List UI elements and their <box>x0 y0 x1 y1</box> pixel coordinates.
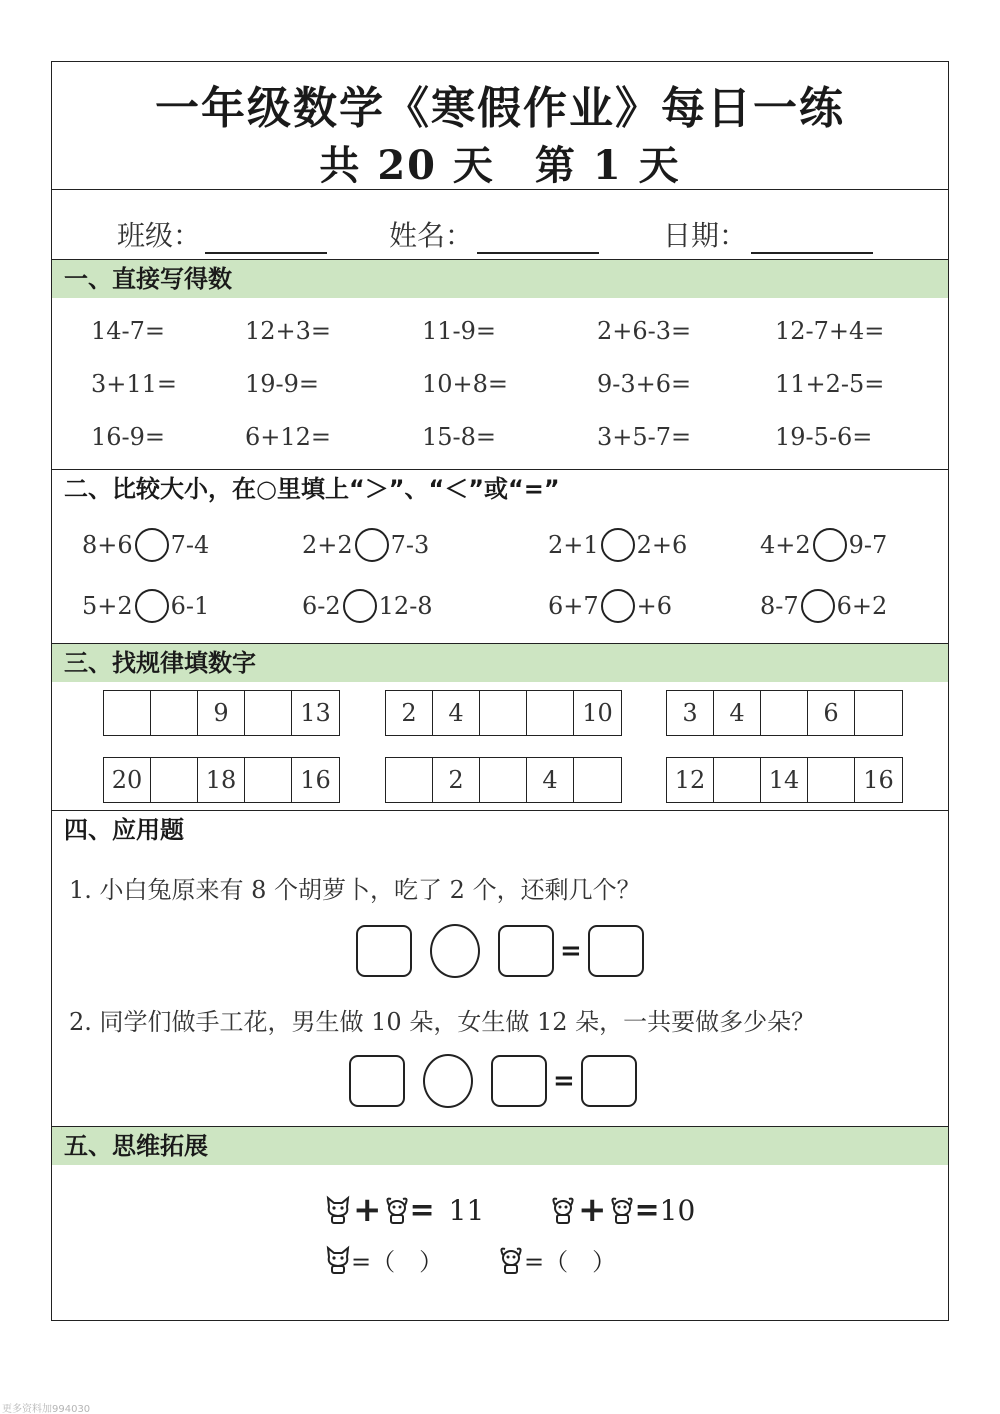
word-problem-1: 1. 小白兔原来有 8 个胡萝卜，吃了 2 个，还剩几个？ <box>69 876 641 904</box>
sequence-number: 16 <box>300 766 331 794</box>
operator-circle[interactable] <box>430 924 480 978</box>
equals-sign: = <box>553 1066 575 1096</box>
comparison-right: 6-1 <box>170 592 210 620</box>
comparison-item <box>548 528 687 562</box>
name-blank[interactable] <box>477 226 599 254</box>
arithmetic-item: 3+5-7= <box>597 423 692 451</box>
dog-icon <box>550 1195 576 1225</box>
answer-box[interactable] <box>491 1055 547 1107</box>
sequence-number: 4 <box>714 691 761 735</box>
dog-icon <box>498 1245 524 1275</box>
sequence-blank[interactable] <box>480 758 527 802</box>
puzzle-result-2: 10 <box>659 1193 696 1227</box>
sequence-blank[interactable] <box>151 691 198 735</box>
number-sequence <box>666 690 903 736</box>
sequence-blank[interactable] <box>855 691 902 735</box>
arithmetic-item: 9-3+6= <box>597 370 692 398</box>
arithmetic-item: 11-9= <box>422 317 497 345</box>
answer-box[interactable] <box>498 925 554 977</box>
equals-sign: = <box>634 1192 660 1228</box>
total-days: 共 20 天 <box>319 142 495 189</box>
sequence-blank[interactable] <box>386 758 433 802</box>
sequence-blank[interactable] <box>104 691 151 735</box>
comparison-left: 6+7 <box>548 592 599 620</box>
compare-circle[interactable] <box>601 528 635 562</box>
result-box[interactable] <box>581 1055 637 1107</box>
equals-sign: = <box>560 936 582 966</box>
answer-equation-2 <box>349 1054 637 1108</box>
sequence-number: 9 <box>198 691 245 735</box>
class-field <box>117 214 327 254</box>
comparison-right: 7-3 <box>390 531 430 559</box>
comparison-left: 5+2 <box>82 592 133 620</box>
sequence-number: 18 <box>198 758 245 802</box>
comparison-item <box>82 589 209 623</box>
equals-sign: = <box>409 1192 435 1228</box>
worksheet <box>51 61 949 1321</box>
comparison-item <box>760 528 887 562</box>
sequence-blank[interactable] <box>714 758 761 802</box>
date-field <box>663 214 873 254</box>
cat-icon <box>325 1245 351 1275</box>
word-problem-2: 2. 同学们做手工花，男生做 10 朵，女生做 12 朵，一共要做多少朵？ <box>69 1008 816 1036</box>
sequence-blank[interactable] <box>151 758 198 802</box>
number-sequence <box>385 757 622 803</box>
comparison-left: 2+1 <box>548 531 599 559</box>
cat-icon <box>325 1195 351 1225</box>
comparison-left: 6-2 <box>302 592 341 620</box>
result-box[interactable] <box>588 925 644 977</box>
comparison-item <box>302 528 429 562</box>
section-5-header: 五、思维拓展 <box>52 1127 948 1165</box>
number-sequence <box>666 757 903 803</box>
page-subtitle <box>52 134 948 191</box>
arithmetic-item: 3+11= <box>91 370 178 398</box>
sequence-blank[interactable] <box>574 758 621 802</box>
sequence-number: 2 <box>386 691 433 735</box>
class-blank[interactable] <box>205 226 327 254</box>
sequence-number: 2 <box>433 758 480 802</box>
title-block <box>52 62 948 190</box>
name-field <box>389 214 599 254</box>
arithmetic-item: 16-9= <box>91 423 166 451</box>
answer-box[interactable] <box>349 1055 405 1107</box>
comparison-right: 12-8 <box>378 592 433 620</box>
plus-sign: + <box>578 1190 607 1230</box>
arithmetic-item: 12+3= <box>245 317 332 345</box>
answer-box[interactable] <box>356 925 412 977</box>
comparison-right: 2+6 <box>636 531 688 559</box>
page-title: 一年级数学《寒假作业》每日一练 <box>155 83 845 134</box>
number-sequence <box>385 690 622 736</box>
arithmetic-item: 11+2-5= <box>775 370 885 398</box>
section-3-header: 三、找规律填数字 <box>52 644 948 682</box>
dog-icon <box>384 1195 410 1225</box>
arithmetic-item: 12-7+4= <box>775 317 885 345</box>
class-label: 班级： <box>117 219 202 252</box>
dog-icon <box>609 1195 635 1225</box>
plus-sign: + <box>353 1190 382 1230</box>
compare-circle[interactable] <box>343 589 377 623</box>
comparison-right: +6 <box>636 592 673 620</box>
arithmetic-item: 14-7= <box>91 317 166 345</box>
compare-circle[interactable] <box>601 589 635 623</box>
comparison-left: 8+6 <box>82 531 133 559</box>
sequence-number: 6 <box>808 691 855 735</box>
puzzle-answer-1 <box>325 1242 443 1277</box>
puzzle-equation-1 <box>325 1190 484 1230</box>
section-2-header: 二、比较大小，在○里填上“＞”、“＜”或“=” <box>64 475 560 503</box>
sequence-blank[interactable] <box>245 691 292 735</box>
sequence-number: 4 <box>527 758 574 802</box>
number-sequence <box>103 757 340 803</box>
comparison-left: 2+2 <box>302 531 353 559</box>
compare-circle[interactable] <box>801 589 835 623</box>
sequence-blank[interactable] <box>245 758 292 802</box>
cat-answer-blank[interactable]: =（ ） <box>351 1248 444 1276</box>
comparison-item <box>302 589 433 623</box>
arithmetic-item: 2+6-3= <box>597 317 692 345</box>
compare-circle[interactable] <box>355 528 389 562</box>
comparison-right: 7-4 <box>170 531 210 559</box>
watermark: 更多资料加994030 <box>2 1404 91 1414</box>
operator-circle[interactable] <box>423 1054 473 1108</box>
sequence-number: 10 <box>582 699 613 727</box>
sequence-number: 3 <box>667 691 714 735</box>
sequence-number: 12 <box>667 758 714 802</box>
sequence-number: 4 <box>433 691 480 735</box>
compare-circle[interactable] <box>813 528 847 562</box>
dog-answer-blank[interactable]: =（ ） <box>524 1248 617 1276</box>
student-info-row <box>52 190 948 260</box>
sequence-number: 20 <box>104 758 151 802</box>
sequence-number: 16 <box>863 766 894 794</box>
comparison-item <box>548 589 672 623</box>
arithmetic-item: 19-9= <box>245 370 320 398</box>
comparison-right: 6+2 <box>836 592 888 620</box>
comparison-item <box>760 589 887 623</box>
arithmetic-item: 15-8= <box>422 423 497 451</box>
answer-equation-1 <box>356 924 644 978</box>
arithmetic-item: 19-5-6= <box>775 423 873 451</box>
section-4-header: 四、应用题 <box>64 816 184 844</box>
section-1-header: 一、直接写得数 <box>52 260 948 298</box>
compare-circle[interactable] <box>135 528 169 562</box>
sequence-number: 14 <box>761 758 808 802</box>
current-day: 第 1 天 <box>534 142 681 189</box>
sequence-blank[interactable] <box>808 758 855 802</box>
comparison-right: 9-7 <box>848 531 888 559</box>
number-sequence <box>103 690 340 736</box>
sequence-number: 13 <box>300 699 331 727</box>
comparison-item <box>82 528 209 562</box>
date-blank[interactable] <box>751 226 873 254</box>
date-label: 日期： <box>663 219 748 252</box>
arithmetic-item: 10+8= <box>422 370 509 398</box>
puzzle-equation-2 <box>550 1190 695 1230</box>
compare-circle[interactable] <box>135 589 169 623</box>
sequence-blank[interactable] <box>761 691 808 735</box>
comparison-left: 4+2 <box>760 531 811 559</box>
puzzle-answer-2 <box>498 1242 616 1277</box>
comparison-left: 8-7 <box>760 592 799 620</box>
puzzle-result-1: 11 <box>448 1193 485 1227</box>
arithmetic-item: 6+12= <box>245 423 332 451</box>
sequence-blank[interactable] <box>527 691 574 735</box>
name-label: 姓名： <box>389 219 474 252</box>
sequence-blank[interactable] <box>480 691 527 735</box>
